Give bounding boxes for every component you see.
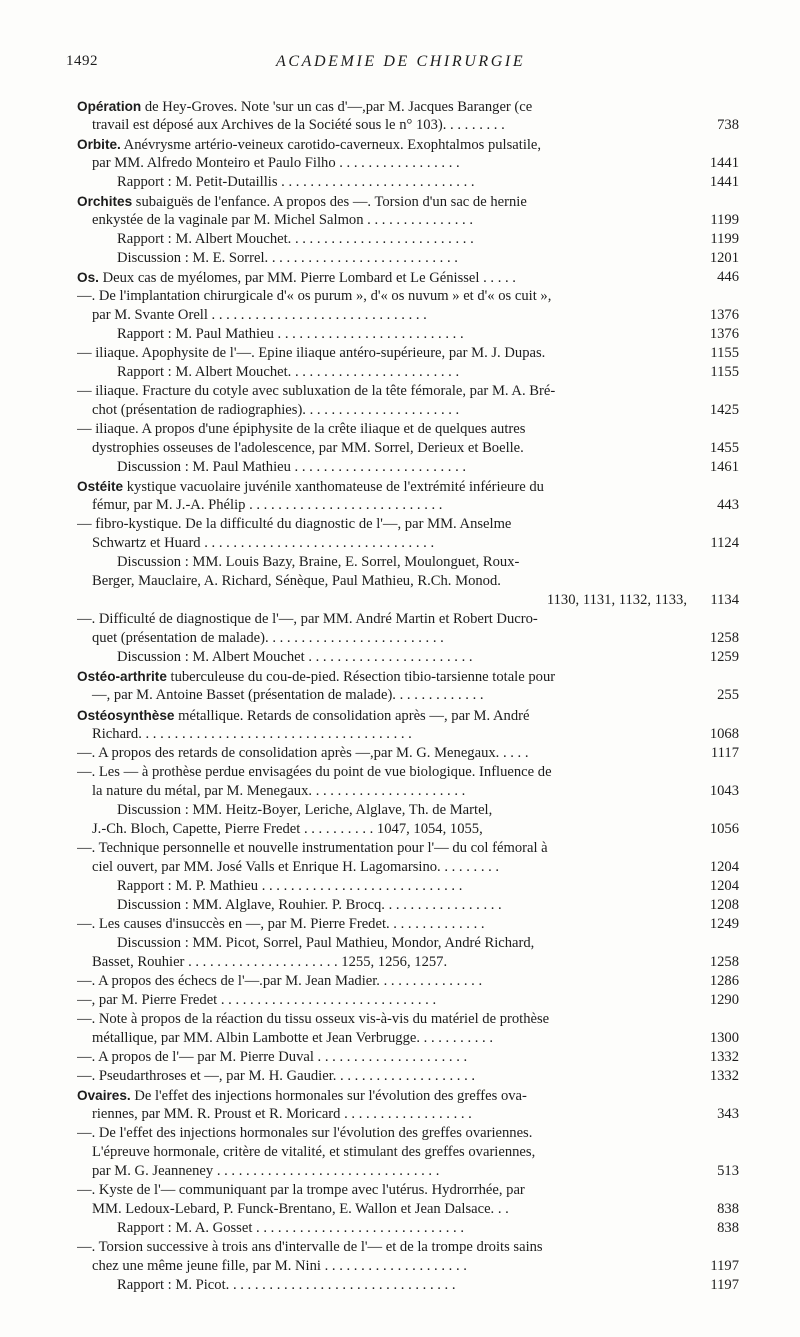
entry-page-ref: 1124	[706, 534, 739, 553]
index-entry-line	[77, 972, 739, 991]
index-entry-line	[77, 591, 739, 610]
entry-text: la nature du métal, par M. Menegaux. . . . . . . . . . . . . . . . . . . . . .	[92, 782, 466, 799]
entry-text: par M. G. Jeanneney . . . . . . . . . . . . . . . . . . . . . . . . . . . . . . .	[92, 1162, 440, 1179]
index-entry-line	[77, 686, 739, 705]
entry-page-ref: 1332	[706, 1067, 739, 1086]
index-entry-line	[77, 1010, 739, 1029]
entry-text: — iliaque. Apophysite de l'—. Epine iliaque antéro-supérieure, par M. J. Dupas.	[77, 345, 546, 362]
index-entry-heading-line	[77, 1086, 739, 1105]
entry-text: MM. Ledoux-Lebard, P. Funck-Brentano, E. Wallon et Jean Dalsace. . .	[92, 1200, 509, 1217]
index-entry-heading-line	[77, 192, 739, 211]
entry-text: kystique vacuolaire juvénile xanthomateuse de l'extrémité inférieure du	[123, 479, 544, 496]
entry-text: Discussion : M. E. Sorrel. . . . . . . . . . . . . . . . . . . . . . . . . . .	[117, 250, 458, 267]
entry-text: —. Les causes d'insuccès en —, par M. Pierre Fredet. . . . . . . . . . . . . .	[77, 915, 485, 932]
index-entry-line	[77, 1162, 739, 1181]
entry-text: métallique. Retards de consolidation après —, par M. André	[174, 707, 530, 724]
index-entry-line	[77, 534, 739, 553]
entry-term: Ostéosynthèse	[77, 707, 175, 723]
index-entry-heading-line	[77, 97, 739, 116]
index-entry-line	[77, 629, 739, 648]
entry-text: —. Pseudarthroses et —, par M. H. Gaudier. . . . . . . . . . . . . . . . . . . .	[77, 1067, 476, 1084]
entry-text: ciel ouvert, par MM. José Valls et Enrique H. Lagomarsino. . . . . . . . .	[92, 858, 500, 875]
entry-text: Richard. . . . . . . . . . . . . . . . . . . . . . . . . . . . . . . . . . . . . .	[92, 725, 412, 742]
entry-page-ref: 1441	[706, 154, 739, 173]
entry-page-ref: 1290	[706, 991, 739, 1010]
entry-text: 1130, 1131, 1132, 1133,	[546, 592, 687, 609]
index-entry-line	[77, 648, 739, 667]
index-entry-line	[77, 1105, 739, 1124]
entry-page-ref: 1461	[706, 458, 739, 477]
entry-page-ref: 1204	[706, 877, 739, 896]
entry-page-ref: 1199	[706, 230, 739, 249]
entry-page-ref: 343	[713, 1105, 739, 1124]
entry-text: Rapport : M. Petit-Dutaillis . . . . . . . . . . . . . . . . . . . . . . . . . . .	[117, 174, 475, 191]
index-entry-line	[77, 1276, 739, 1295]
page-number: 1492	[66, 53, 98, 69]
entry-page-ref: 738	[713, 116, 739, 135]
index-entry-line	[77, 896, 739, 915]
index-entry-line	[77, 382, 739, 401]
index-entry-line	[77, 839, 739, 858]
index-entry-line	[77, 363, 739, 382]
index-entry-line	[77, 1048, 739, 1067]
entry-text: —. A propos de l'— par M. Pierre Duval . . . . . . . . . . . . . . . . . . . . .	[77, 1048, 468, 1065]
entry-page-ref: 1376	[706, 325, 739, 344]
index-entry-line	[77, 725, 739, 744]
entry-text: Rapport : M. Albert Mouchet. . . . . . . . . . . . . . . . . . . . . . . . . .	[117, 231, 474, 248]
entry-text: J.-Ch. Bloch, Capette, Pierre Fredet . . . . . . . . . . 1047, 1054, 1055,	[92, 820, 483, 837]
entry-text: Rapport : M. Picot. . . . . . . . . . . . . . . . . . . . . . . . . . . . . . . .	[117, 1276, 456, 1293]
index-entry-line	[77, 1181, 739, 1200]
entry-page-ref: 1332	[706, 1048, 739, 1067]
entry-page-ref: 1258	[706, 953, 739, 972]
index-entry-line	[77, 553, 739, 572]
entry-text: dystrophies osseuses de l'adolescence, par MM. Sorrel, Derieux et Boelle.	[92, 440, 524, 457]
entry-text: Discussion : MM. Alglave, Rouhier. P. Brocq. . . . . . . . . . . . . . . . .	[117, 896, 502, 913]
index-entry-line	[77, 801, 739, 820]
index-entry-line	[77, 325, 739, 344]
entry-text: chot (présentation de radiographies). . . . . . . . . . . . . . . . . . . . . .	[92, 402, 460, 419]
entry-text: enkystée de la vaginale par M. Michel Salmon . . . . . . . . . . . . . . .	[92, 212, 473, 229]
entry-page-ref: 446	[713, 268, 739, 287]
entry-page-ref: 1043	[706, 782, 739, 801]
entry-text: Schwartz et Huard . . . . . . . . . . . . . . . . . . . . . . . . . . . . . . . .	[92, 535, 435, 552]
entry-page-ref: 1455	[706, 439, 739, 458]
entry-page-ref: 838	[713, 1200, 739, 1219]
entry-page-ref: 1249	[706, 915, 739, 934]
entry-page-ref: 1155	[706, 363, 739, 382]
index-entry-line	[77, 306, 739, 325]
entry-text: par M. Svante Orell . . . . . . . . . . . . . . . . . . . . . . . . . . . . . .	[92, 307, 427, 324]
entry-text: Rapport : M. P. Mathieu . . . . . . . . . . . . . . . . . . . . . . . . . . . .	[117, 877, 463, 894]
entry-term: Ovaires.	[77, 1087, 131, 1103]
index-entry-line	[77, 287, 739, 306]
entry-text: —. Note à propos de la réaction du tissu osseux vis-à-vis du matériel de prothèse	[77, 1010, 550, 1027]
index-entry-line	[77, 515, 739, 534]
entry-text: quet (présentation de malade). . . . . . . . . . . . . . . . . . . . . . . . .	[92, 630, 444, 647]
entry-text: Discussion : M. Albert Mouchet . . . . . . . . . . . . . . . . . . . . . . .	[117, 649, 473, 666]
index-entry-line	[77, 230, 739, 249]
entry-page-ref: 1117	[707, 744, 739, 763]
entry-page-ref: 443	[713, 496, 739, 515]
index-entry-heading-line	[77, 706, 739, 725]
entry-text: Rapport : M. Albert Mouchet. . . . . . . . . . . . . . . . . . . . . . . .	[117, 364, 460, 381]
entry-text: travail est déposé aux Archives de la Société sous le n° 103). . . . . . . . .	[92, 117, 505, 134]
index-entry-line	[77, 154, 739, 173]
entry-text: tuberculeuse du cou-de-pied. Résection tibio-tarsienne totale pour	[166, 669, 556, 686]
entry-text: —. De l'effet des injections hormonales sur l'évolution des greffes ovariennes.	[77, 1124, 533, 1141]
entry-text: Discussion : MM. Heitz-Boyer, Leriche, Alglave, Th. de Martel,	[117, 801, 493, 818]
entry-page-ref: 1259	[706, 648, 739, 667]
index-entry-line	[77, 420, 739, 439]
entry-page-ref: 1201	[706, 249, 739, 268]
running-header	[66, 53, 740, 75]
entry-text: chez une même jeune fille, par M. Nini . . . . . . . . . . . . . . . . . . . .	[92, 1257, 467, 1274]
entry-term: Os.	[77, 270, 99, 286]
index-entry-line	[77, 1029, 739, 1048]
entry-text: Discussion : M. Paul Mathieu . . . . . . . . . . . . . . . . . . . . . . . .	[117, 459, 467, 476]
index-entry-line	[77, 915, 739, 934]
index-entry-line	[77, 496, 739, 515]
index-entry-line	[77, 1143, 739, 1162]
index-entry-line	[77, 439, 739, 458]
entry-text: —. Technique personnelle et nouvelle instrumentation pour l'— du col fémoral à	[77, 839, 548, 856]
entry-text: de Hey-Groves. Note 'sur un cas d'—,par M. Jacques Baranger (ce	[141, 99, 533, 115]
entry-page-ref: 1425	[706, 401, 739, 420]
index-entry-line	[77, 211, 739, 230]
entry-text: — iliaque. Fracture du cotyle avec subluxation de la tête fémorale, par M. A. Bré-	[77, 383, 556, 400]
index-entry-line	[77, 173, 739, 192]
entry-term: Orbite.	[77, 137, 121, 153]
entry-page-ref: 1208	[706, 896, 739, 915]
entry-text: subaiguës de l'enfance. A propos des —. Torsion d'un sac de hernie	[132, 194, 527, 211]
entry-page-ref: 1068	[706, 725, 739, 744]
entry-text: —, par M. Pierre Fredet . . . . . . . . . . . . . . . . . . . . . . . . . . . . . .	[77, 991, 437, 1008]
index-entry-line	[77, 344, 739, 363]
index-entry-line	[77, 763, 739, 782]
index-entry-line	[77, 1124, 739, 1143]
entry-page-ref: 1286	[706, 972, 739, 991]
entry-page-ref: 1376	[706, 306, 739, 325]
entry-text: —. Les — à prothèse perdue envisagées du point de vue biologique. Influence de	[77, 763, 552, 780]
entry-text: riennes, par MM. R. Proust et R. Moricard . . . . . . . . . . . . . . . . . .	[92, 1105, 472, 1122]
entry-page-ref: 1258	[706, 629, 739, 648]
index-entry-line	[77, 877, 739, 896]
index-entry-line	[77, 401, 739, 420]
index-entry-line	[77, 458, 739, 477]
index-entry-heading-line	[77, 135, 739, 154]
index-entry-heading-line	[77, 477, 739, 496]
index-entry-line	[77, 1067, 739, 1086]
index-entry-line	[77, 858, 739, 877]
entry-page-ref: 1197	[706, 1276, 739, 1295]
index-entry-line	[77, 744, 739, 763]
entry-text: métallique, par MM. Albin Lambotte et Jean Verbrugge. . . . . . . . . . .	[92, 1029, 493, 1046]
index-entry-heading-line	[77, 667, 739, 686]
entry-text: —. De l'implantation chirurgicale d'« os purum », d'« os nuvum » et d'« os cuit »,	[77, 288, 552, 305]
entry-text: —. A propos des échecs de l'—.par M. Jean Madier. . . . . . . . . . . . . . .	[77, 972, 483, 989]
entry-text: —. Kyste de l'— communiquant par la trompe avec l'utérus. Hydrorrhée, par	[77, 1181, 525, 1198]
index-entry-line	[77, 820, 739, 839]
entry-text: —. A propos des retards de consolidation après —,par M. G. Menegaux. . . . .	[77, 744, 529, 761]
index-entry-line	[77, 782, 739, 801]
entry-term: Ostéo-arthrite	[77, 669, 167, 685]
entry-text: L'épreuve hormonale, critère de vitalité, et stimulant des greffes ovariennes,	[92, 1143, 536, 1160]
index-entry-line	[77, 116, 739, 135]
index-entry-line	[77, 1200, 739, 1219]
running-title: ACADEMIE DE CHIRURGIE	[276, 53, 526, 70]
index-entry-line	[77, 572, 739, 591]
index-entry-heading-line	[77, 268, 739, 287]
index-entry-line	[77, 1219, 739, 1238]
entry-text: — iliaque. A propos d'une épiphysite de la crête iliaque et de quelques autres	[77, 421, 526, 438]
entry-page-ref: 1441	[706, 173, 739, 192]
entry-term: Opération	[77, 99, 142, 114]
entry-text: Discussion : MM. Louis Bazy, Braine, E. Sorrel, Moulonguet, Roux-	[117, 554, 520, 571]
entry-page-ref: 255	[713, 686, 739, 705]
entry-term: Ostéite	[77, 479, 124, 495]
entry-page-ref: 1056	[706, 820, 739, 839]
entry-text: Basset, Rouhier . . . . . . . . . . . . . . . . . . . . . 1255, 1256, 1257.	[92, 953, 448, 970]
entry-page-ref: 1204	[706, 858, 739, 877]
entry-page-ref: 838	[713, 1219, 739, 1238]
entry-text: fémur, par M. J.-A. Phélip . . . . . . . . . . . . . . . . . . . . . . . . . . .	[92, 497, 443, 514]
entry-text: —, par M. Antoine Basset (présentation de malade). . . . . . . . . . . . .	[92, 687, 484, 704]
entry-text: —. Torsion successive à trois ans d'intervalle de l'— et de la trompe droits sains	[77, 1238, 543, 1255]
index-entry-line	[77, 953, 739, 972]
entry-text: Rapport : M. Paul Mathieu . . . . . . . . . . . . . . . . . . . . . . . . . .	[117, 326, 464, 343]
entry-page-ref: 513	[713, 1162, 739, 1181]
entry-page-ref: 1134	[706, 591, 739, 610]
index-entries	[77, 97, 739, 1295]
index-entry-line	[77, 934, 739, 953]
entry-text: —. Difficulté de diagnostique de l'—, par MM. André Martin et Robert Ducro-	[77, 611, 538, 628]
entry-text: Discussion : MM. Picot, Sorrel, Paul Mathieu, Mondor, André Richard,	[117, 934, 535, 951]
entry-page-ref: 1300	[706, 1029, 739, 1048]
index-entry-line	[77, 249, 739, 268]
entry-text: Rapport : M. A. Gosset . . . . . . . . . . . . . . . . . . . . . . . . . . . . .	[117, 1219, 465, 1236]
entry-page-ref: 1155	[706, 344, 739, 363]
entry-text: Berger, Mauclaire, A. Richard, Sénèque, Paul Mathieu, R.Ch. Monod.	[92, 573, 501, 590]
entry-text: — fibro-kystique. De la difficulté du diagnostic de l'—, par MM. Anselme	[77, 516, 512, 533]
index-entry-line	[77, 991, 739, 1010]
entry-page-ref: 1197	[706, 1257, 739, 1276]
entry-page-ref: 1199	[706, 211, 739, 230]
entry-term: Orchites	[77, 194, 133, 210]
entry-text: Deux cas de myélomes, par MM. Pierre Lombard et Le Génissel . . . . .	[98, 270, 516, 287]
index-entry-line	[77, 610, 739, 629]
index-entry-line	[77, 1238, 739, 1257]
entry-text: Anévrysme artério-veineux carotido-caverneux. Exophtalmos pulsatile,	[120, 137, 542, 154]
index-entry-line	[77, 1257, 739, 1276]
entry-text: par MM. Alfredo Monteiro et Paulo Filho . . . . . . . . . . . . . . . . .	[92, 155, 460, 172]
entry-text: De l'effet des injections hormonales sur l'évolution des greffes ova-	[130, 1087, 527, 1104]
